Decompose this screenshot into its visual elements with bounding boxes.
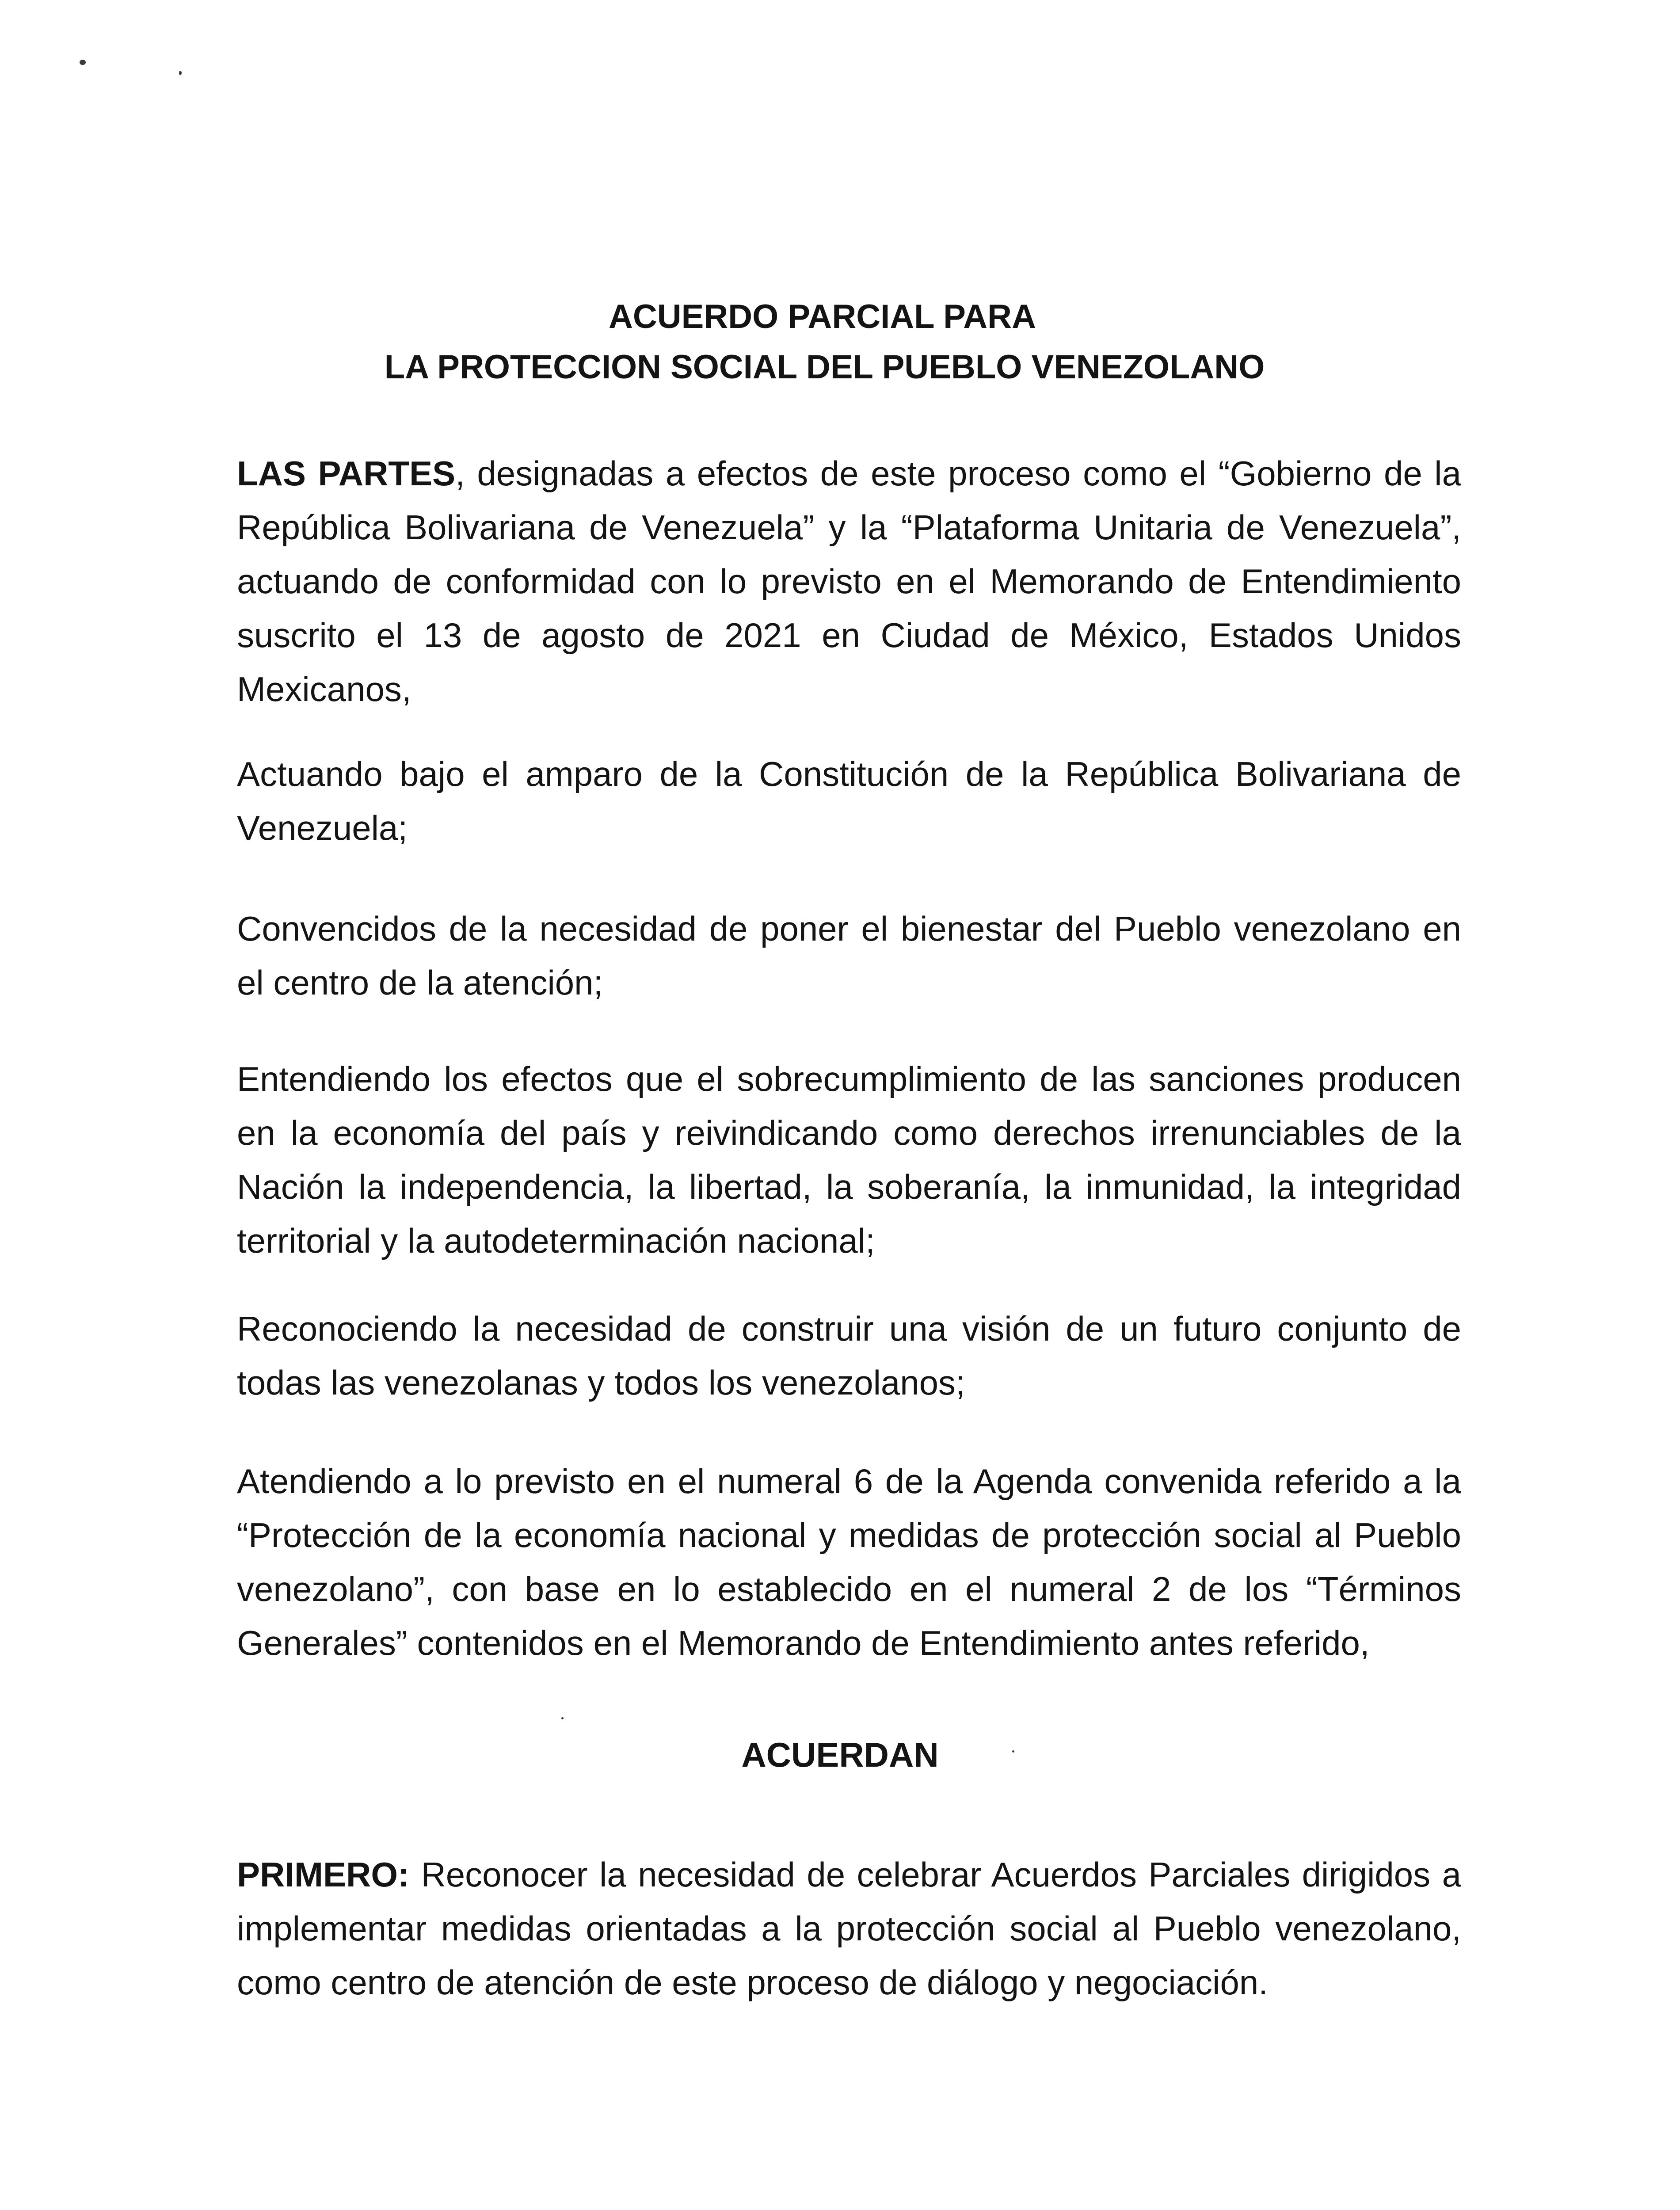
paragraph-reconociendo: Reconociendo la necesidad de construir una visión de un futuro conjunto de todas las venezolanas y todos los venezolanos; xyxy=(237,1309,1461,1402)
paragraph-convencidos: Convencidos de la necesidad de poner el bienestar del Pueblo venezolano en el centro de la atención; xyxy=(237,909,1461,1002)
paragraph-primero xyxy=(237,1848,1461,2009)
scan-speck xyxy=(561,1717,564,1719)
intro-paragraph xyxy=(237,446,1461,716)
scan-speck xyxy=(80,60,86,65)
paragraph-constitucion: Actuando bajo el amparo de la Constitución de la República Bolivariana de Venezuela; xyxy=(237,754,1461,847)
scan-speck xyxy=(179,71,182,75)
paragraph-atendiendo: Atendiendo a lo previsto en el numeral 6 de la Agenda convenida referido a la “Protección de la economía nacional y medidas de protección social al Pueblo venezolano”, con base en lo establecido en el numeral 2 de los “Términos Generales” contenidos en el Memorando de Entendimiento antes referido, xyxy=(237,1462,1461,1662)
primero-lead: PRIMERO: xyxy=(237,1855,409,1894)
heading-acuerdan: ACUERDAN xyxy=(741,1735,939,1774)
paragraph-entendiendo: Entendiendo los efectos que el sobrecumplimiento de las sanciones producen en la economía del país y reivindicando como derechos irrenunciables de la Nación la independencia, la libertad, la soberanía, la inmunidad, la integridad territorial y la autodeterminación nacional; xyxy=(237,1059,1461,1260)
primero-text: Reconocer la necesidad de celebrar Acuerdos Parciales dirigidos a implementar medidas orientadas a la protección social al Pueblo venezolano, como centro de atención de este proceso de diálogo y negociación. xyxy=(237,1855,1461,2002)
document-title-line-2: LA PROTECCION SOCIAL DEL PUEBLO VENEZOLANO xyxy=(384,348,1265,386)
intro-lead: LAS PARTES xyxy=(237,454,456,493)
document-title-line-1: ACUERDO PARCIAL PARA xyxy=(609,298,1036,335)
intro-text: , designadas a efectos de este proceso como el “Gobierno de la República Bolivariana de Venezuela” y la “Plataforma Unitaria de Venezuela”, actuando de conformidad con lo previsto en el Memorando de Entendimiento suscrito el 13 de agosto de 2021 en Ciudad de México, Estados Unidos Mexicanos, xyxy=(237,454,1461,709)
